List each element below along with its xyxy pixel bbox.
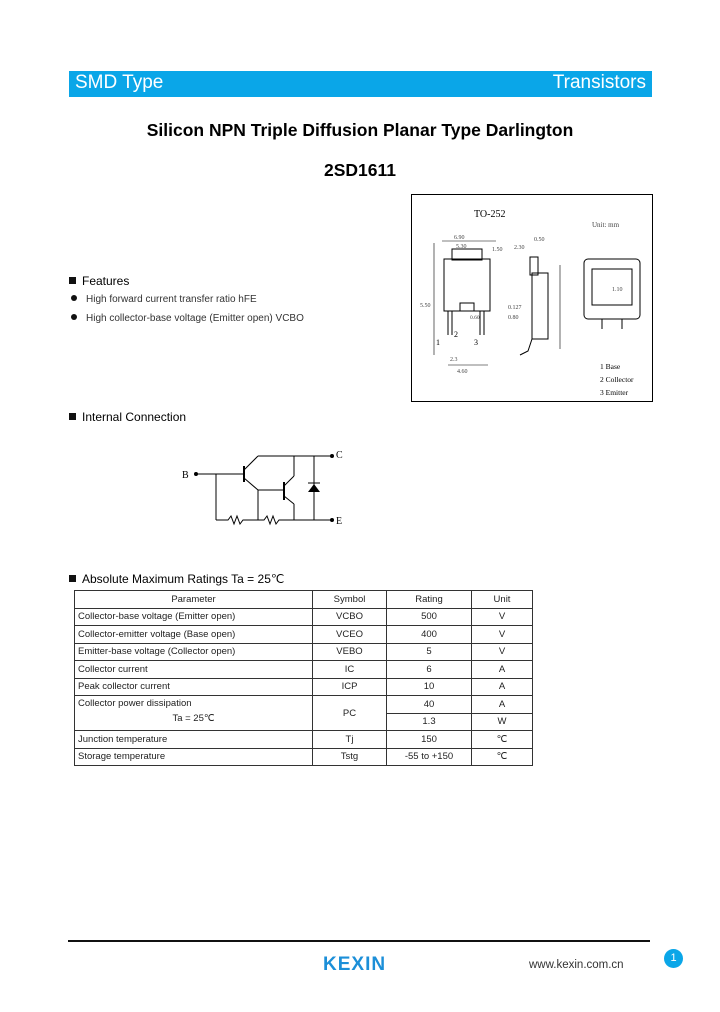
svg-text:4.60: 4.60 bbox=[457, 369, 468, 375]
svg-text:0.50: 0.50 bbox=[534, 237, 545, 243]
svg-text:3 Emitter: 3 Emitter bbox=[600, 388, 629, 397]
col-rating: Rating bbox=[387, 591, 472, 609]
features-heading: Features bbox=[69, 274, 129, 288]
feature-item: High forward current transfer ratio hFE bbox=[71, 294, 257, 305]
darlington-schematic bbox=[176, 444, 356, 534]
table-row: Peak collector current ICP 10 A bbox=[75, 678, 533, 696]
power-sub-condition: Ta = 25℃ bbox=[172, 713, 215, 724]
svg-text:1.10: 1.10 bbox=[612, 287, 623, 293]
table-row: Collector-base voltage (Emitter open) VCBO 500 V bbox=[75, 608, 533, 626]
package-outline-drawing bbox=[412, 195, 652, 401]
pin-e-label: E bbox=[336, 516, 343, 527]
table-row: 1.3 W bbox=[75, 713, 533, 731]
svg-text:0.80: 0.80 bbox=[508, 315, 519, 321]
feature-item: High collector-base voltage (Emitter open) VCBO bbox=[71, 313, 304, 324]
table-row: Collector-emitter voltage (Base open) VCEO 400 V bbox=[75, 626, 533, 644]
col-symbol: Symbol bbox=[313, 591, 387, 609]
part-number: 2SD1611 bbox=[323, 160, 396, 180]
square-bullet-icon bbox=[69, 413, 76, 420]
svg-text:2.30: 2.30 bbox=[514, 245, 525, 251]
table-row: Emitter-base voltage (Collector open) VEBO 5 V bbox=[75, 643, 533, 661]
square-bullet-icon bbox=[69, 277, 76, 284]
svg-text:5.50: 5.50 bbox=[420, 303, 431, 309]
ratings-heading: Absolute Maximum Ratings Ta = 25℃ bbox=[69, 572, 284, 586]
round-bullet-icon bbox=[71, 314, 77, 320]
page-number-badge: 1 bbox=[664, 949, 683, 968]
col-unit: Unit bbox=[472, 591, 533, 609]
svg-text:3: 3 bbox=[474, 338, 478, 347]
svg-text:1: 1 bbox=[436, 338, 440, 347]
svg-text:5.30: 5.30 bbox=[456, 244, 467, 250]
table-row: Storage temperature Tstg -55 to +150 ℃ bbox=[75, 748, 533, 766]
round-bullet-icon bbox=[71, 295, 77, 301]
brand-logo: KEXIN bbox=[323, 954, 387, 975]
table-row: Collector current IC 6 A bbox=[75, 661, 533, 679]
footer-divider bbox=[68, 940, 650, 942]
pin-c-label: C bbox=[336, 450, 343, 461]
unit-label: Unit: mm bbox=[592, 221, 620, 229]
svg-text:1.50: 1.50 bbox=[492, 247, 503, 253]
power-parameter: Collector power dissipation bbox=[78, 698, 192, 709]
square-bullet-icon bbox=[69, 575, 76, 582]
table-header-row bbox=[75, 591, 533, 609]
svg-text:2.3: 2.3 bbox=[450, 357, 458, 363]
package-drawing-box bbox=[411, 194, 653, 402]
svg-text:2 Collector: 2 Collector bbox=[600, 375, 634, 384]
svg-text:1 Base: 1 Base bbox=[600, 362, 621, 371]
package-name: TO-252 bbox=[474, 209, 506, 220]
category-label: Transistors bbox=[552, 72, 646, 93]
table-row: Collector power dissipation Ta = 25℃ PC 40 A bbox=[75, 696, 533, 714]
doc-type-label: SMD Type bbox=[75, 72, 164, 93]
svg-text:0.127: 0.127 bbox=[508, 305, 522, 311]
website-link[interactable]: www.kexin.com.cn bbox=[529, 959, 624, 971]
table-row: Junction temperature Tj 150 ℃ bbox=[75, 731, 533, 749]
col-parameter: Parameter bbox=[75, 591, 313, 609]
svg-text:2: 2 bbox=[454, 330, 458, 339]
page-title: Silicon NPN Triple Diffusion Planar Type Darlington bbox=[146, 120, 574, 140]
pin-b-label: B bbox=[182, 470, 189, 481]
header-bar bbox=[69, 71, 652, 97]
svg-text:0.60: 0.60 bbox=[470, 315, 480, 321]
internal-connection-heading: Internal Connection bbox=[69, 410, 186, 424]
ratings-table bbox=[74, 590, 533, 766]
svg-text:6.90: 6.90 bbox=[454, 235, 465, 241]
